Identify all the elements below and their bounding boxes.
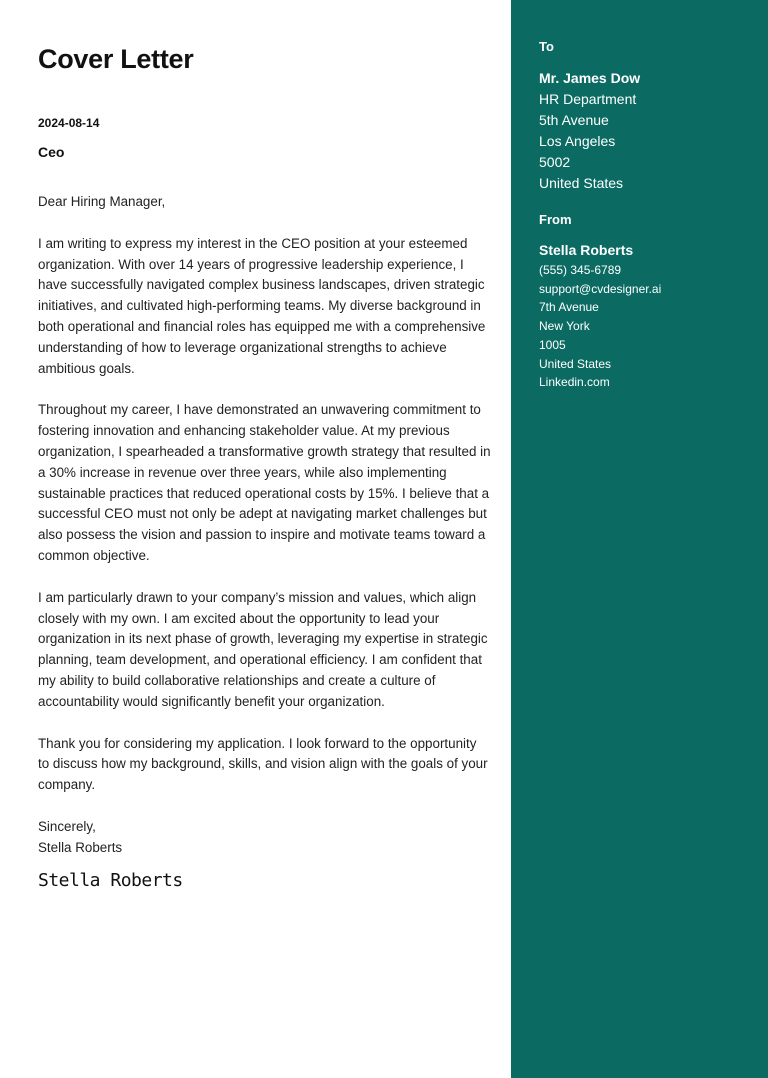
paragraph: Thank you for considering my application. I look forward to the opportunity to discuss how my background, skills, and vision align with the goals of your company. xyxy=(38,735,488,793)
sender-city: New York xyxy=(539,319,590,334)
recipient-name: Mr. James Dow xyxy=(539,70,641,86)
closing: Sincerely, xyxy=(38,818,96,834)
recipient-line: HR Department xyxy=(539,91,637,107)
from-heading: From xyxy=(539,212,572,227)
page-title: Cover Letter xyxy=(38,44,194,74)
sender-country: United States xyxy=(539,356,612,371)
sender-email[interactable]: support@cvdesigner.ai xyxy=(539,281,662,296)
recipient-block xyxy=(539,68,758,194)
sender-name: Stella Roberts xyxy=(539,242,634,258)
closing-block xyxy=(38,817,491,859)
sender-linkedin-link[interactable]: Linkedin.com xyxy=(539,375,610,390)
recipient-line: Los Angeles xyxy=(539,133,616,149)
sender-phone: (555) 345-6789 xyxy=(539,263,622,277)
contact-sidebar xyxy=(511,0,768,1078)
paragraph: I am writing to express my interest in the CEO position at your esteemed organization. With over 14 years of progressive leadership experience, I have successfully navigated complex business landscapes, driven strategic initiatives, and cultivated high-performing teams. My diverse background in both operational and financial roles has equipped me with a comprehensive understanding of how to leverage organizational strengths to achieve ambitious goals. xyxy=(38,235,486,376)
recipient-line: 5th Avenue xyxy=(539,112,609,128)
signature: Stella Roberts xyxy=(38,869,183,891)
salutation: Dear Hiring Manager, xyxy=(38,194,166,209)
paragraph: I am particularly drawn to your company’s mission and values, which align closely with my own. I am excited about the opportunity to lead your organization in its next phase of growth, leveraging my expertise in strategic planning, team development, and operational efficiency. I am confident that my ability to build collaborative relationships and create a culture of accountability would significantly benefit your organization. xyxy=(38,589,488,709)
closing-name: Stella Roberts xyxy=(38,839,123,855)
position-title: Ceo xyxy=(38,144,65,160)
sender-street: 7th Avenue xyxy=(539,300,599,315)
to-heading: To xyxy=(539,39,554,54)
sender-zip: 1005 xyxy=(539,337,566,352)
letter-body xyxy=(38,192,491,891)
letter-date: 2024-08-14 xyxy=(38,116,100,130)
sender-block xyxy=(539,240,758,392)
recipient-line: United States xyxy=(539,175,624,191)
recipient-line: 5002 xyxy=(539,154,571,170)
paragraph: Throughout my career, I have demonstrated an unwavering commitment to fostering innovation and enhancing stakeholder value. At my previous organization, I spearheaded a transformative growth strategy that resulted in a 30% increase in revenue over three years, while also implementing sustainable practices that reduced operational costs by 15%. I believe that a successful CEO must not only be adept at navigating market challenges but also possess the vision and passion to inspire and motivate teams toward a common objective. xyxy=(38,402,491,563)
